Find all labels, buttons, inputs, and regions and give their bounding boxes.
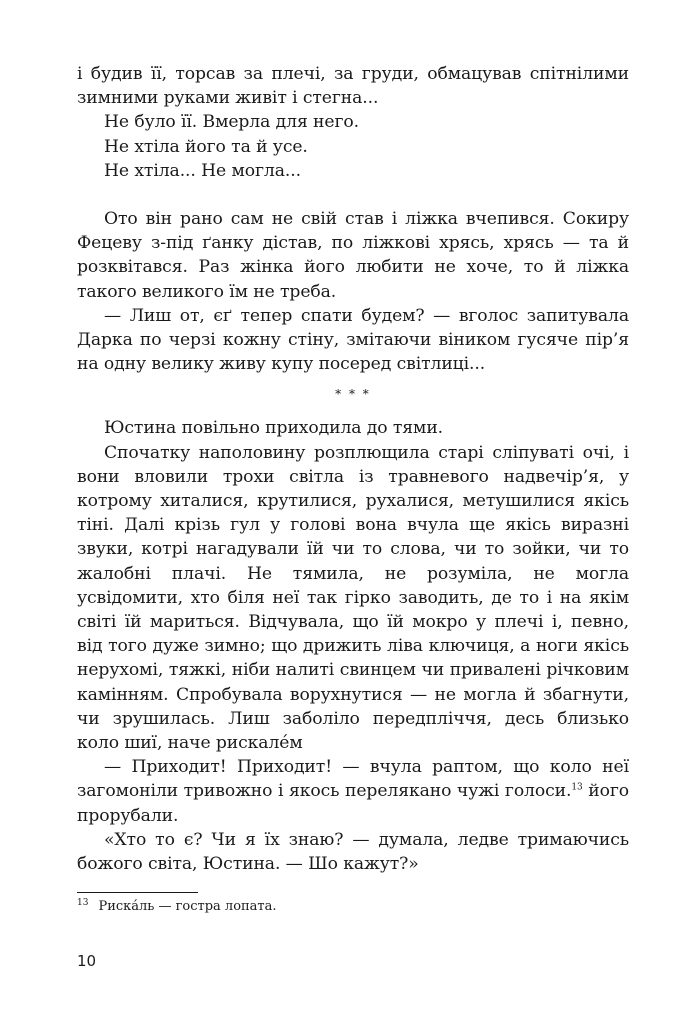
page-body	[77, 62, 629, 876]
footnote-divider	[77, 892, 198, 893]
paragraph: Не хтіла... Не могла...	[104, 160, 301, 181]
paragraph: — Лиш от, єґ тепер спати будем? — вголос запитувала Дарка по черзі кожну стіну, змітаючи віником гусяче пір’я на одну велику живу купу посеред світлиці...	[77, 305, 629, 375]
paragraph: Не хтіла його та й усе.	[104, 136, 308, 157]
paragraph: Не було її. Вмерла для него.	[104, 112, 359, 133]
section-separator: * * *	[335, 387, 371, 402]
paragraph: і будив її, торсав за плечі, за груди, обмацував спітнілими зимними руками живіт і стегна...	[77, 64, 629, 109]
footnote-number: 13	[77, 897, 89, 908]
paragraph-text: — Приходит! Приходит! — вчула раптом, що коло неї загомоніли тривожно і якось перелякано чужі голоси.	[77, 757, 629, 802]
footnote-text: Рискáль — гостра лопата.	[98, 899, 277, 914]
paragraph-text-tail: його прорубали.	[77, 781, 629, 826]
paragraph	[77, 441, 629, 756]
paragraph: Ото він рано сам не свій став і ліжка вчепився. Сокиру Фецеву з-під ґанку дістав, по ліжкові хрясь, хрясь — та й розквітався. Раз жінка його любити не хоче, то й ліжка такого великого їм не треба.	[77, 209, 629, 302]
footnote-reference[interactable]: 13	[571, 782, 583, 793]
footnote	[77, 898, 629, 916]
paragraph	[77, 755, 629, 828]
spacer	[77, 183, 629, 207]
page-number: 10	[77, 952, 97, 970]
paragraph: Юстина повільно приходила до тями.	[104, 418, 444, 439]
paragraph-text: Спочатку наполовину розплющила старі сліпуваті очі, і вони вловили трохи світла із травневого надвечір’я, у котрому хиталися, крутилися, рухалися, метушилися якісь тіні. Далі крізь гул у голові вона вчула ще якісь виразні звуки, котрі нагадували їй чи то слова, чи то зойки, чи то жалобні плачі. Не тямила, не розуміла, не могла усвідомити, хто біля неї так гірко заводить, де то і на якім світі їй мариться. Відчувала, що їй мокро у плечі і, певно, від того дуже зимно; що дрижить ліва ключиця, а ноги якісь нерухомі, тяжкі, ніби налиті свинцем чи привалені річковим камінням. Спробувала ворухнутися — не могла й збагнути, чи зрушилась. Лиш заболіло передпліччя, десь близько коло шиї, наче рискалéм	[77, 442, 629, 754]
paragraph: «Хто то є? Чи я їх знаю? — думала, ледве тримаючись божого світа, Юстина. — Шо кажут?»	[77, 829, 629, 875]
